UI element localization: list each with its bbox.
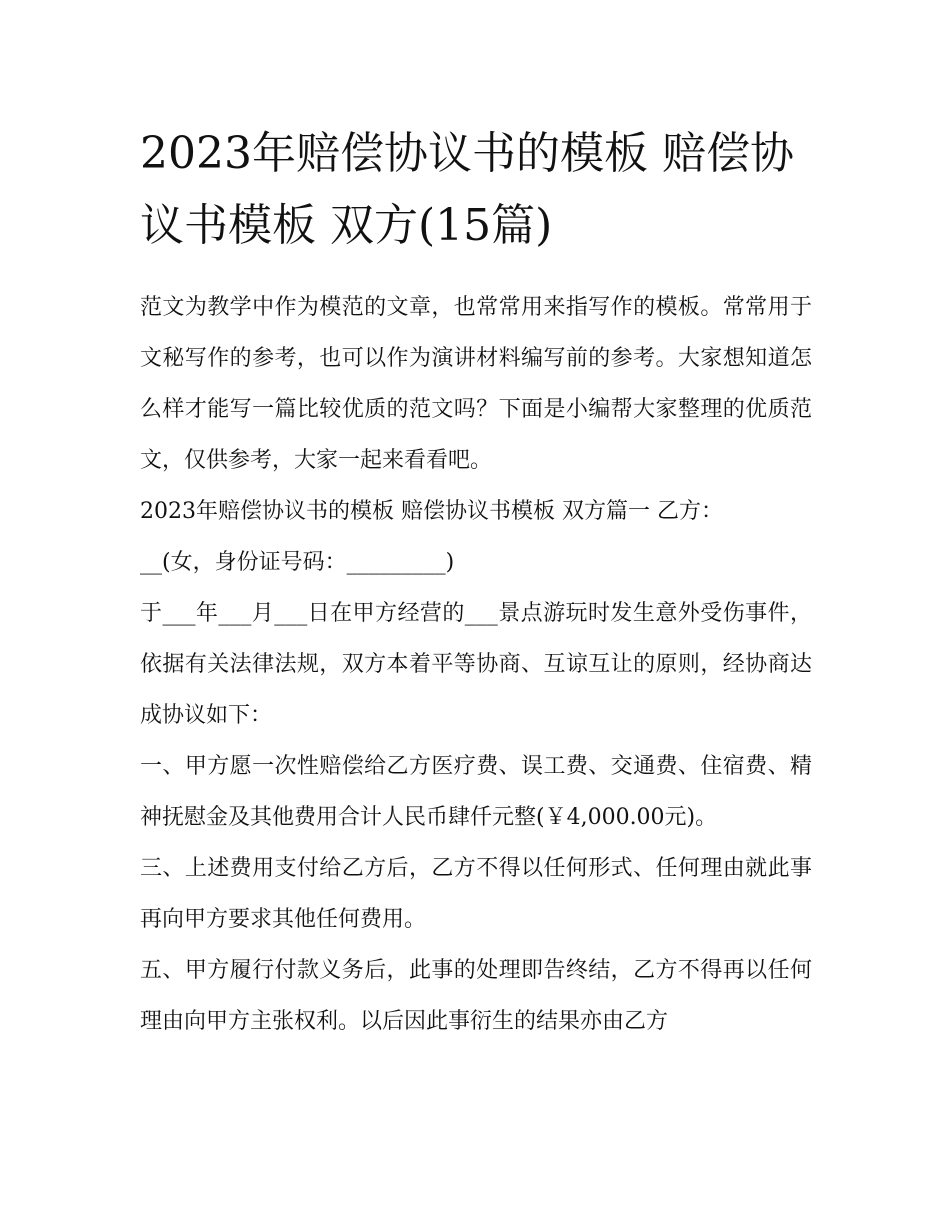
incident-paragraph: 于___年___月___日在甲方经营的___景点游玩时发生意外受伤事件，依据有关法律法规，双方本着平等协商、互谅互让的原则，经协商达成协议如下：	[140, 601, 812, 728]
intro-paragraph: 范文为教学中作为模范的文章，也常常用来指写作的模板。常常用于文秘写作的参考，也可以作为演讲材料编写前的参考。大家想知道怎么样才能写一篇比较优质的范文吗？下面是小编帮大家整理的优质范文，仅供参考，大家一起来看看吧。	[140, 295, 812, 473]
party-b-id-line: __(女，身份证号码：_________)	[140, 550, 455, 575]
document-title: 2023年赔偿协议书的模板 赔偿协议书模板 双方(15篇)	[140, 128, 794, 251]
clause-five-paragraph: 五、甲方履行付款义务后，此事的处理即告终结，乙方不得再以任何理由向甲方主张权利。以后因此事衍生的结果亦由乙方	[140, 958, 812, 1034]
clause-one-paragraph: 一、甲方愿一次性赔偿给乙方医疗费、误工费、交通费、住宿费、精神抚慰金及其他费用合计人民币肆仟元整(￥4,000.00元)。	[140, 754, 812, 830]
clause-three-paragraph: 三、上述费用支付给乙方后，乙方不得以任何形式、任何理由就此事再向甲方要求其他任何费用。	[140, 856, 812, 932]
section-heading-paragraph: 2023年赔偿协议书的模板 赔偿协议书模板 双方篇一 乙方：	[140, 499, 723, 524]
document-body	[140, 118, 812, 1047]
